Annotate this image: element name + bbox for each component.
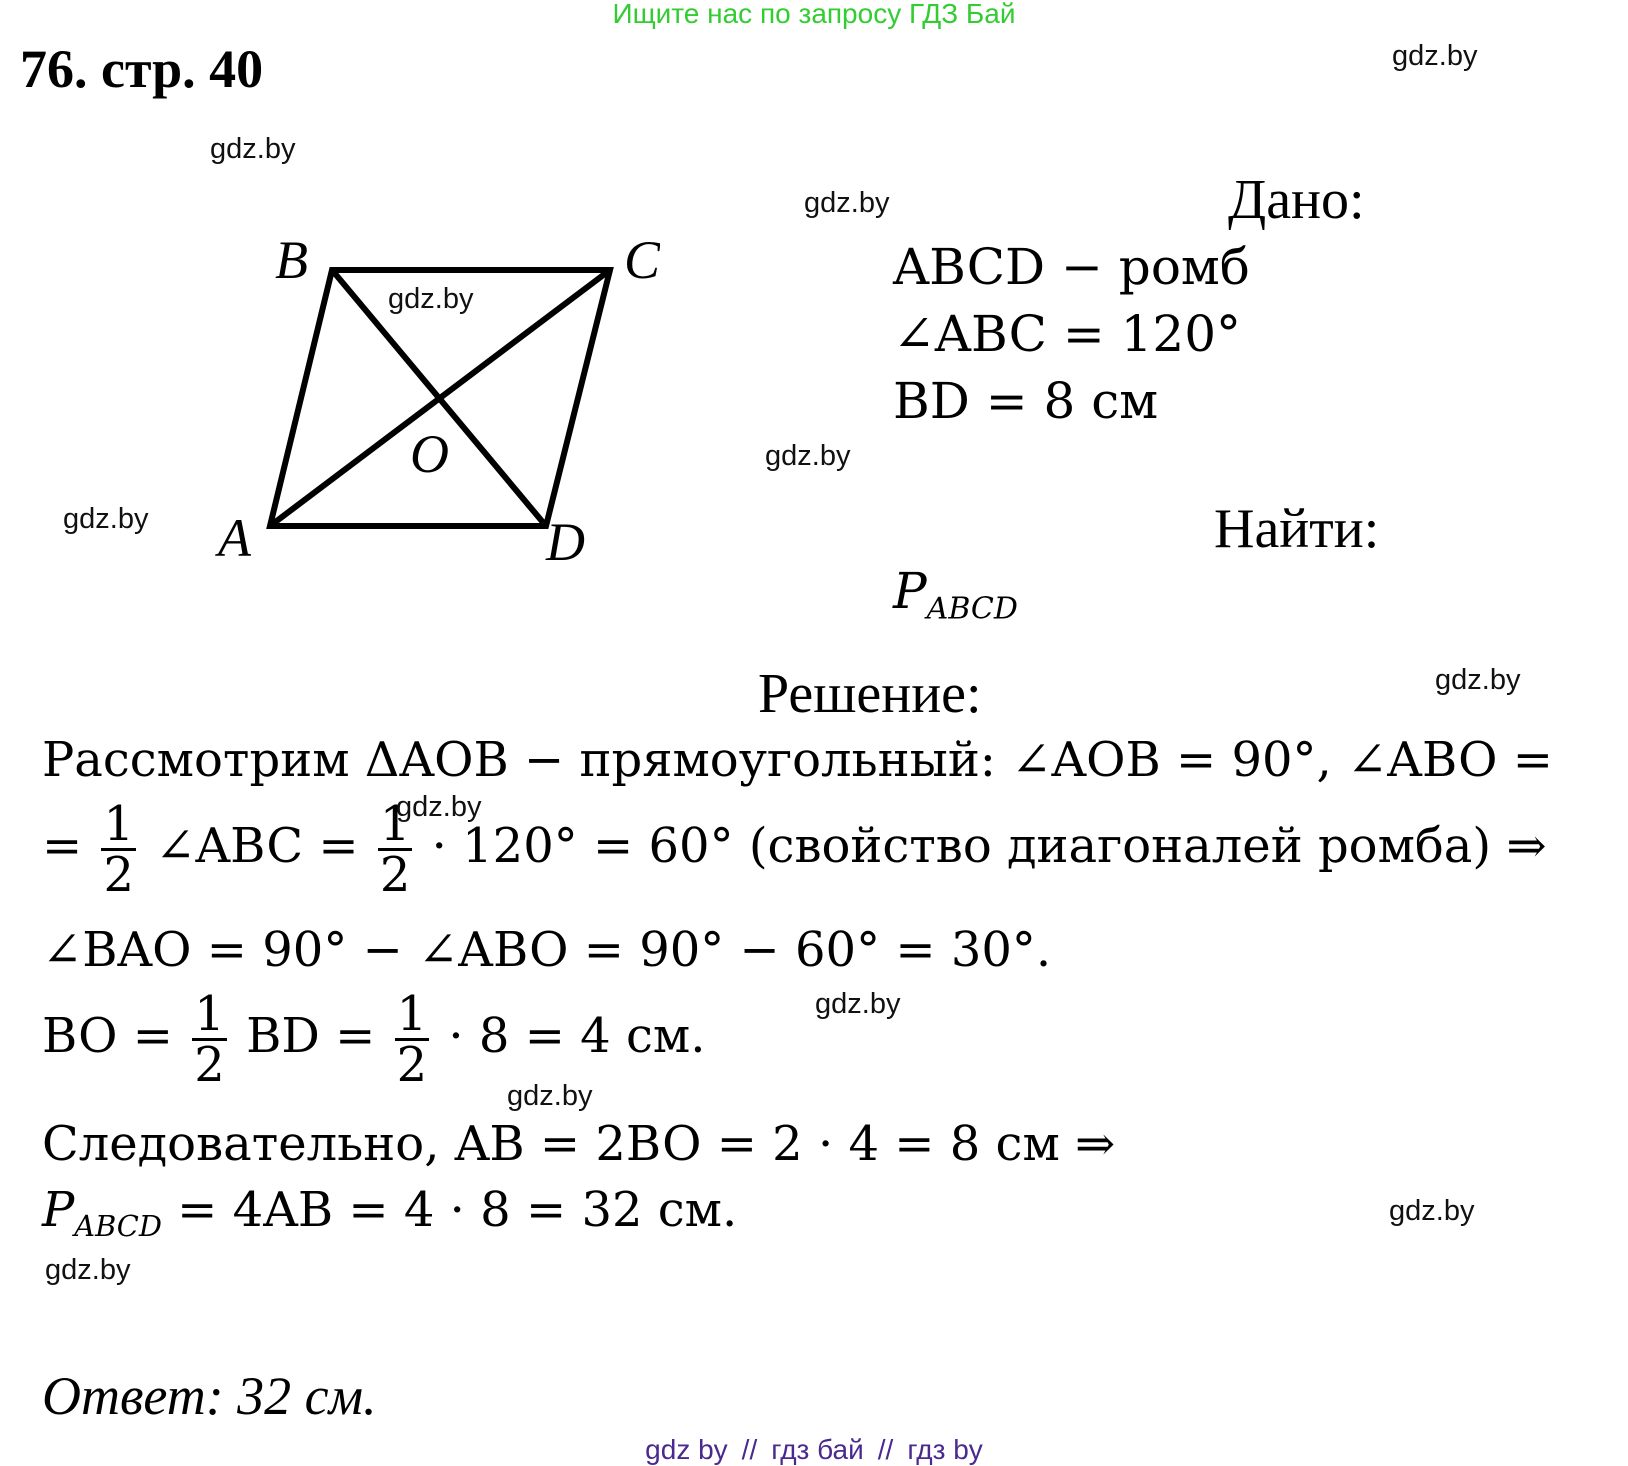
- center-label-o: O: [410, 424, 449, 484]
- find-perimeter: [893, 562, 1018, 627]
- watermark: gdz.by: [63, 503, 149, 535]
- watermark: gdz.by: [815, 988, 901, 1020]
- solution-line-5: Следовательно, AB = 2BO = 2 · 4 = 8 см ⇒: [42, 1116, 1116, 1172]
- watermark: gdz.by: [804, 187, 890, 219]
- fraction-numerator: 1: [379, 796, 411, 852]
- bottom-separator: //: [741, 1434, 758, 1465]
- fraction-one-half: [192, 986, 227, 1093]
- solution-line-6-rest: = 4AB = 4 · 8 = 32 см.: [161, 1182, 738, 1238]
- solution-line-4: [42, 986, 706, 1093]
- top-banner[interactable]: Ищите нас по запросу ГДЗ Бай: [612, 0, 1016, 29]
- fraction-denominator: 2: [103, 847, 135, 903]
- watermark: gdz.by: [396, 791, 482, 823]
- watermark: gdz.by: [45, 1254, 131, 1286]
- bottom-link-gdz-by[interactable]: gdz by: [645, 1434, 728, 1465]
- rhombus-figure: [200, 220, 660, 600]
- solution-title: Решение:: [758, 663, 982, 725]
- given-line-3: BD = 8 см: [893, 372, 1159, 430]
- vertex-label-a: A: [218, 508, 251, 568]
- watermark: gdz.by: [1392, 40, 1478, 72]
- fraction-one-half: [378, 796, 413, 903]
- watermark: gdz.by: [388, 283, 474, 315]
- diagonal-bd: [332, 270, 546, 526]
- solution-line-2-angle: ∠ABC =: [155, 818, 359, 874]
- given-line-1: ABCD − ромб: [893, 238, 1250, 296]
- fraction-denominator: 2: [194, 1037, 225, 1093]
- watermark: gdz.by: [1389, 1195, 1475, 1227]
- fraction-numerator: 1: [194, 986, 225, 1042]
- find-perimeter-base: P: [893, 562, 927, 620]
- given-title: Дано:: [1228, 169, 1365, 231]
- find-perimeter-sub: ABCD: [926, 591, 1018, 627]
- solution-line-6: [42, 1182, 737, 1243]
- vertex-label-b: B: [275, 230, 308, 290]
- solution-line-4-bd: BD =: [246, 1008, 376, 1064]
- fraction-numerator: 1: [396, 986, 428, 1042]
- solution-line-4-rest: · 8 = 4 см.: [448, 1008, 706, 1064]
- exercise-heading: 76. стр. 40: [20, 39, 264, 99]
- solution-line-2-rest: · 120° = 60° (свойство диагоналей ромба) ⇒: [431, 818, 1547, 874]
- perimeter-base: P: [42, 1182, 75, 1238]
- bottom-separator: //: [877, 1434, 894, 1465]
- bottom-link-gdz-bai[interactable]: гдз бай: [771, 1434, 864, 1465]
- bottom-banner: [0, 1434, 1628, 1466]
- vertex-label-c: C: [624, 230, 660, 290]
- solution-line-3: ∠BAO = 90° − ∠ABO = 90° − 60° = 30°.: [42, 922, 1052, 978]
- fraction-numerator: 1: [103, 796, 135, 852]
- answer: Ответ: 32 см.: [42, 1366, 377, 1426]
- given-line-2: ∠ABC = 120°: [893, 305, 1242, 363]
- solution-line-2-eq: =: [42, 818, 83, 874]
- find-title: Найти:: [1214, 498, 1380, 560]
- watermark: gdz.by: [765, 440, 851, 472]
- solution-line-1: Рассмотрим ΔAOB − прямоугольный: ∠AOB = 90°, ∠ABO =: [42, 732, 1553, 788]
- watermark: gdz.by: [1435, 664, 1521, 696]
- bottom-link-gdz-by-ru[interactable]: гдз by: [907, 1434, 983, 1465]
- watermark: gdz.by: [507, 1080, 593, 1112]
- solution-line-4-bo: BO =: [42, 1008, 173, 1064]
- fraction-one-half: [395, 986, 430, 1093]
- watermark: gdz.by: [210, 133, 296, 165]
- vertex-label-d: D: [546, 512, 585, 572]
- fraction-one-half: [101, 796, 136, 903]
- perimeter-sub: ABCD: [74, 1209, 162, 1244]
- fraction-denominator: 2: [379, 847, 411, 903]
- fraction-denominator: 2: [396, 1037, 428, 1093]
- solution-line-2: [42, 796, 1547, 903]
